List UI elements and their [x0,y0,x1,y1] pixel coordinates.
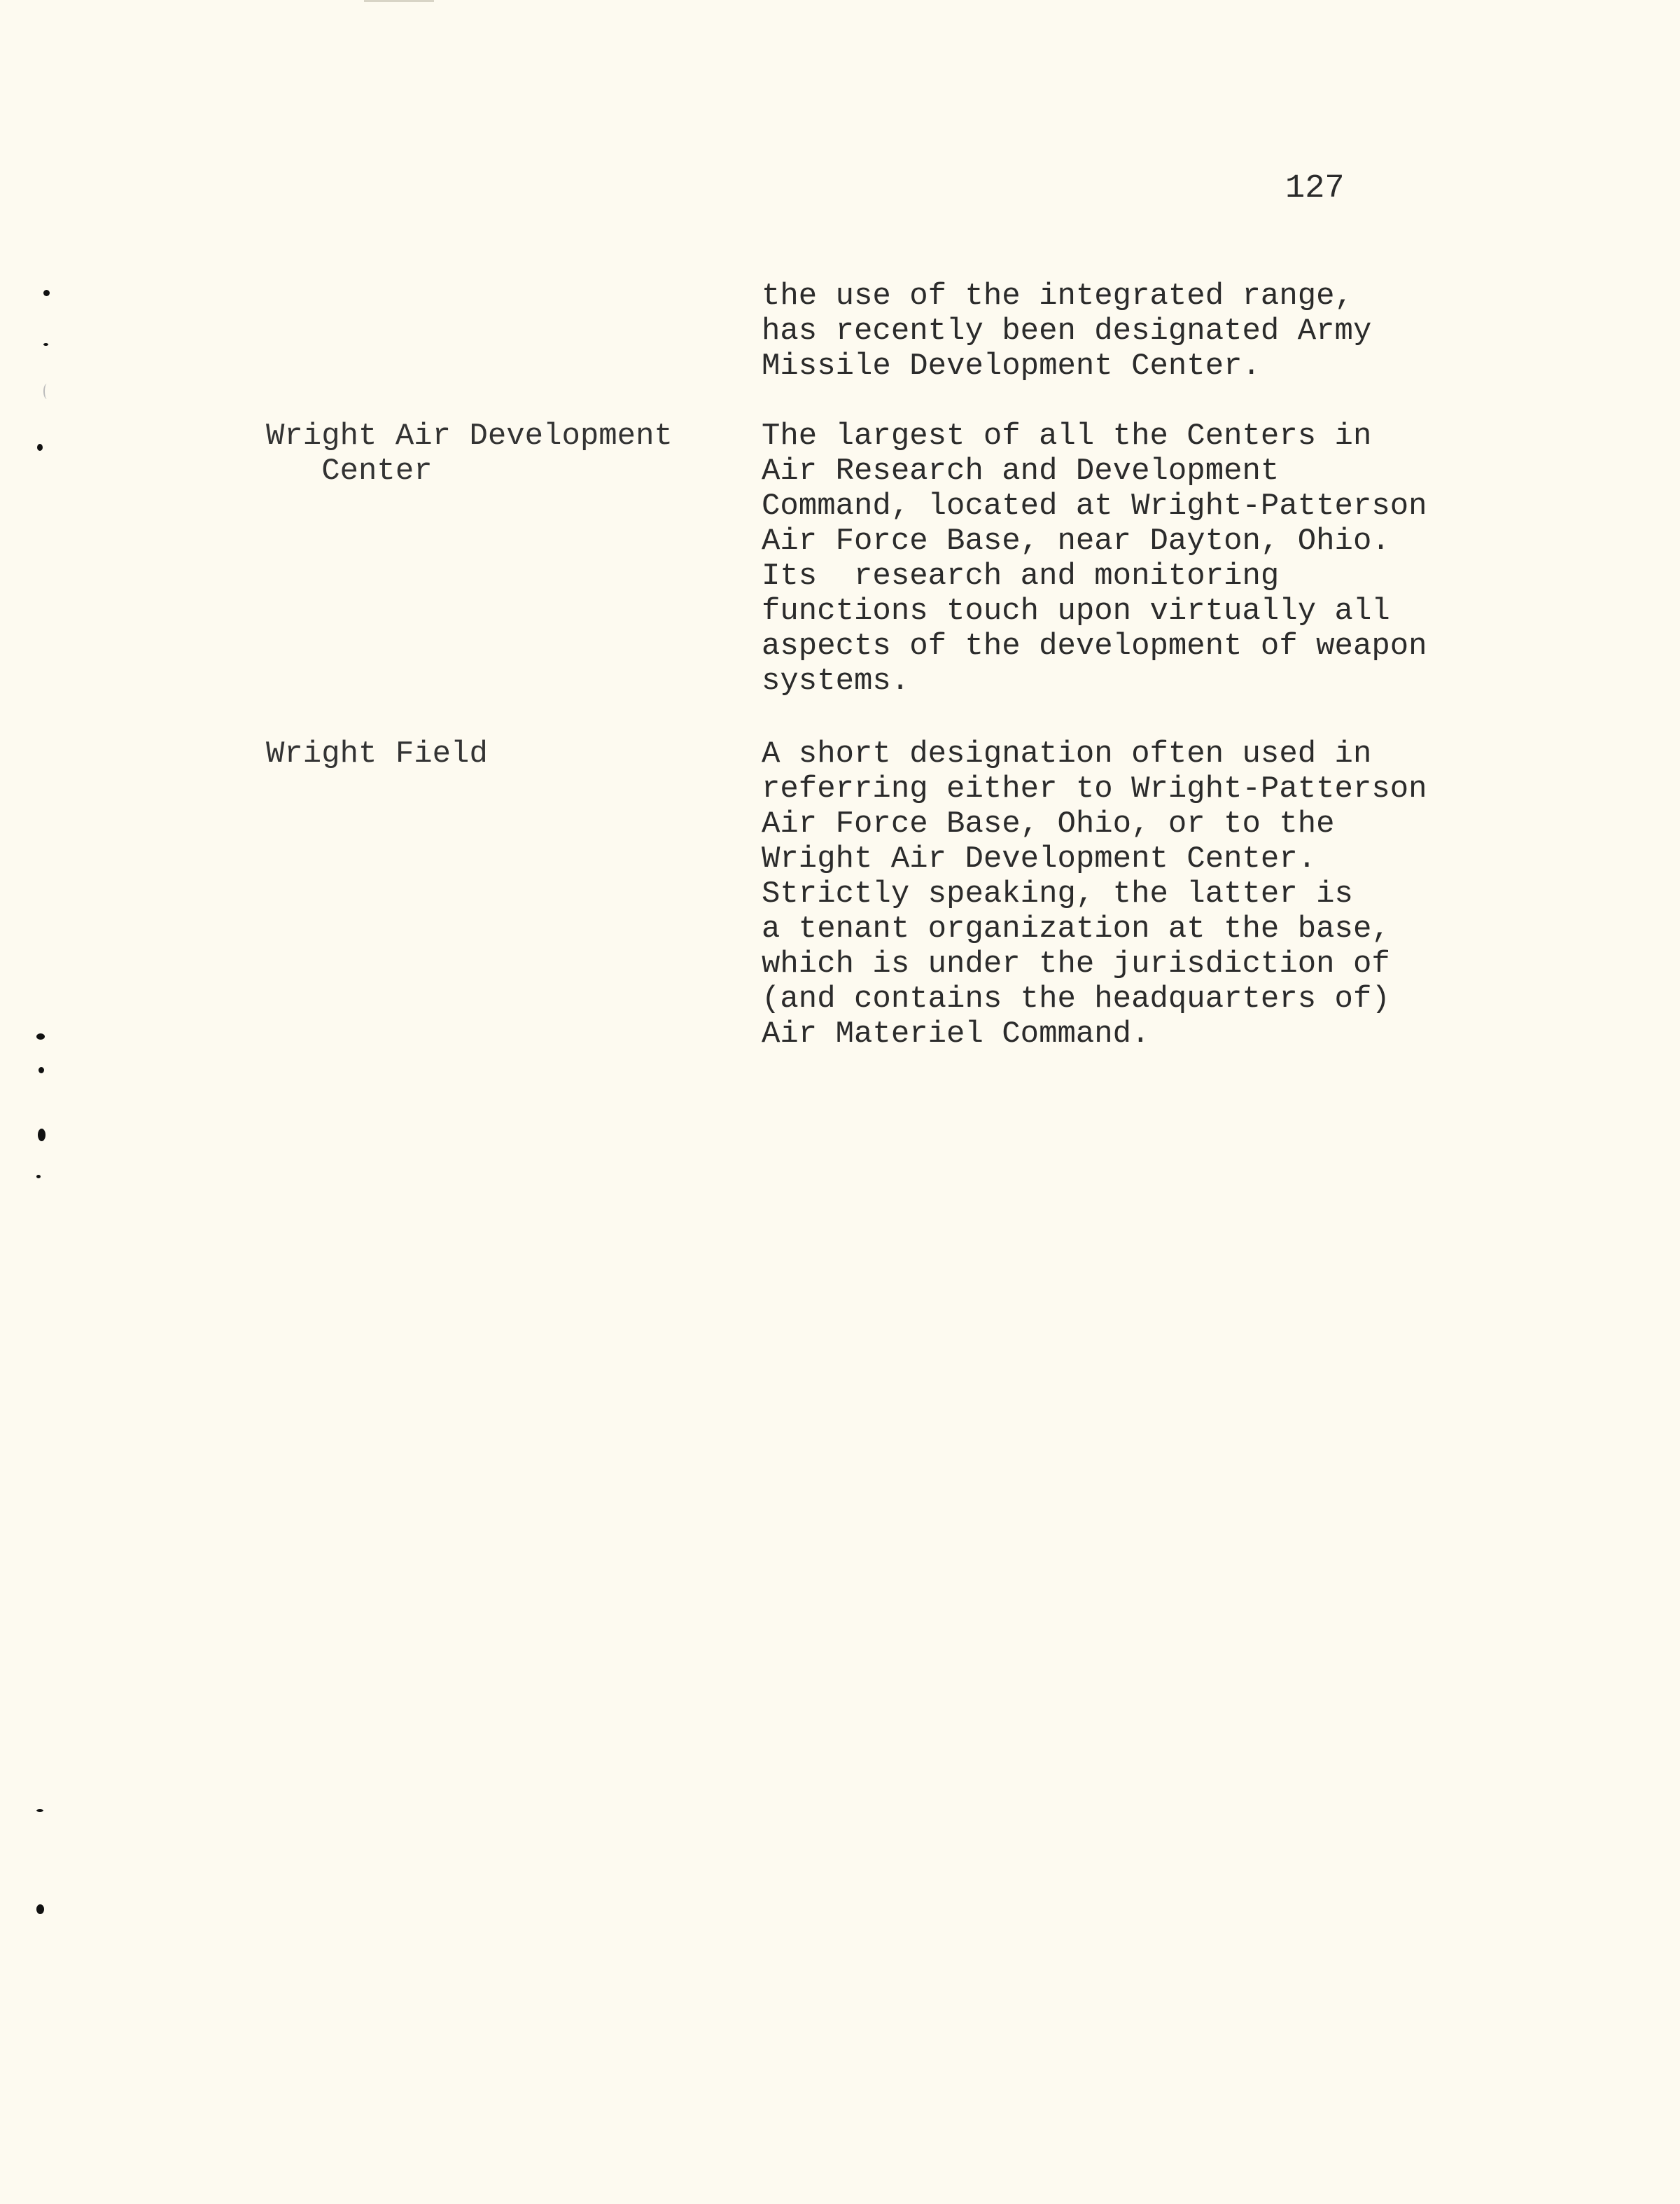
glossary-definition: A short designation often used in referring either to Wright-Patterson Air Force Base, Ohio, or to the Wright Air Development Center. Strictly speaking, the latter is a tenant organization at the base, which is under the jurisdiction of (and contains the headquarters of) Air Materiel Command. [762,737,1427,1052]
margin-mark [43,384,50,399]
glossary-definition: The largest of all the Centers in Air Research and Development Command, located at Wright-Patterson Air Force Base, near Dayton, Ohio. Its research and monitoring functions touch upon virtually all aspects of the development of weapon systems. [762,419,1427,699]
paper-edge-shadow [364,0,434,2]
margin-mark [43,343,48,346]
margin-mark [38,1067,44,1073]
margin-mark [38,1129,46,1141]
glossary-term: Wright Field [266,737,488,772]
glossary-definition: the use of the integrated range, has recently been designated Army Missile Development Center. [762,279,1372,384]
margin-mark [36,1033,45,1040]
glossary-term: Wright Air Development Center [266,419,673,489]
margin-mark [36,1175,41,1178]
margin-mark [36,1904,44,1914]
margin-mark [43,290,50,296]
margin-mark [37,444,43,451]
page-number: 127 [1285,170,1345,207]
margin-mark [36,1809,43,1812]
